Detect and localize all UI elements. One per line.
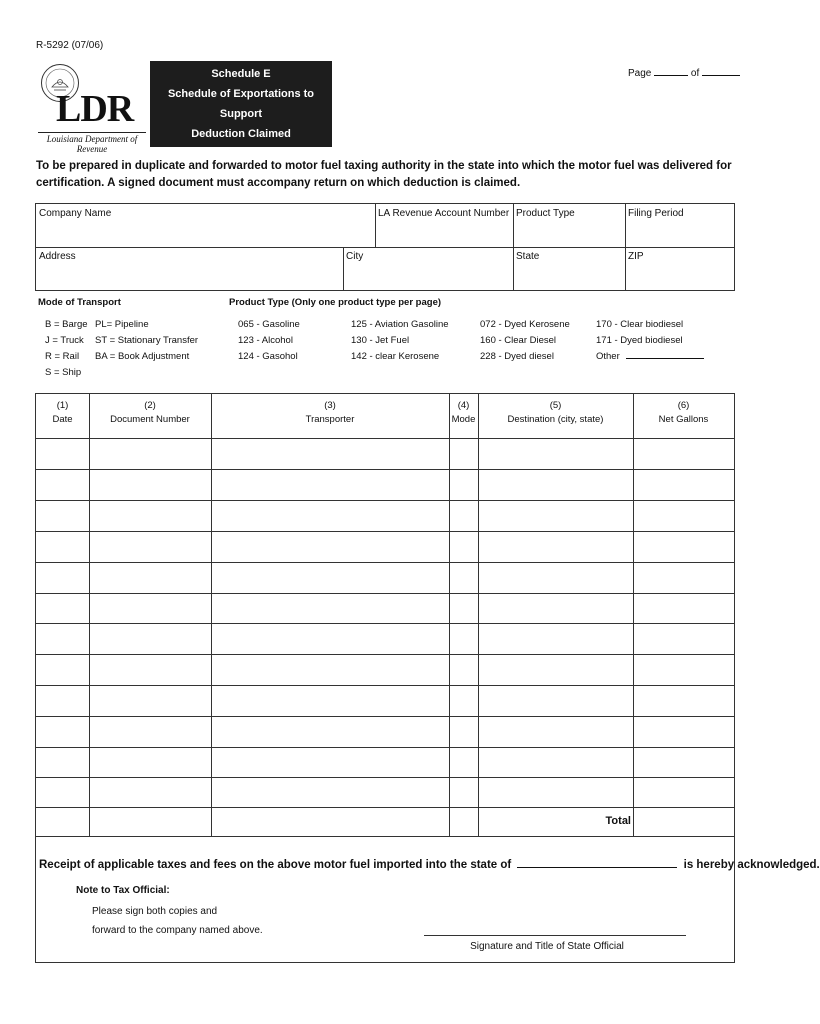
column-number: (3) xyxy=(324,400,336,411)
receipt-statement xyxy=(39,856,820,871)
city-label: City xyxy=(346,251,364,262)
product-type-heading: Product Type (Only one product type per page) xyxy=(229,297,442,308)
mode-legend-col-2 xyxy=(95,317,198,365)
mode-of-transport-heading: Mode of Transport xyxy=(38,297,121,308)
product-type-field[interactable] xyxy=(513,204,625,247)
signature-field[interactable] xyxy=(424,935,686,936)
account-number-label: LA Revenue Account Number xyxy=(378,208,510,219)
filing-period-label: Filing Period xyxy=(628,208,684,219)
other-product-field[interactable] xyxy=(626,349,704,359)
product-legend-item: 130 - Jet Fuel xyxy=(351,335,410,346)
form-number: R-5292 (07/06) xyxy=(36,40,104,51)
mode-legend-item: B = Barge xyxy=(45,319,88,330)
column-label: Date xyxy=(52,414,73,425)
state-field[interactable] xyxy=(513,247,625,290)
taxpayer-info-table xyxy=(35,203,735,291)
column-number: (2) xyxy=(144,400,156,411)
signature-caption: Signature and Title of State Official xyxy=(470,941,624,952)
exportation-table xyxy=(35,393,735,837)
receipt-text-after: is hereby acknowledged. xyxy=(683,859,820,871)
schedule-subtitle-2: Deduction Claimed xyxy=(191,128,291,140)
page-label: Page xyxy=(628,68,652,79)
note-line-1: Please sign both copies and xyxy=(92,906,218,917)
product-type-label: Product Type xyxy=(516,208,575,219)
column-number: (1) xyxy=(56,400,69,411)
column-header-date xyxy=(36,394,89,438)
address-field[interactable] xyxy=(36,247,343,290)
column-header-net-gallons xyxy=(633,394,734,438)
zip-label: ZIP xyxy=(628,251,644,262)
total-net-gallons-field[interactable] xyxy=(635,808,731,835)
other-label: Other xyxy=(596,351,620,362)
filing-period-field[interactable] xyxy=(625,204,734,247)
product-legend-item: 160 - Clear Diesel xyxy=(480,335,557,346)
mode-legend-item: R = Rail xyxy=(45,351,80,362)
zip-field[interactable] xyxy=(625,247,734,290)
product-legend-item: 228 - Dyed diesel xyxy=(480,351,554,362)
page-number xyxy=(628,66,740,79)
mode-legend-item: BA = Book Adjustment xyxy=(95,351,190,362)
column-number: (6) xyxy=(677,400,690,411)
product-legend-item: 124 - Gasohol xyxy=(238,351,298,362)
product-legend-item: 142 - clear Kerosene xyxy=(351,351,440,362)
product-legend-item: 170 - Clear biodiesel xyxy=(596,319,684,330)
column-label: Net Gallons xyxy=(658,414,709,425)
product-legend-item: 171 - Dyed biodiesel xyxy=(596,335,683,346)
schedule-subtitle-1: Schedule of Exportations to Support xyxy=(167,88,315,120)
account-number-field[interactable] xyxy=(375,204,513,247)
page-current-field[interactable] xyxy=(654,66,688,76)
mode-legend-item: PL= Pipeline xyxy=(95,319,149,330)
product-legend-col-4 xyxy=(596,317,704,365)
of-label: of xyxy=(690,68,700,79)
logo-caption: Louisiana Department of Revenue xyxy=(38,132,146,154)
column-header-transporter xyxy=(211,394,449,438)
mode-legend-item: J = Truck xyxy=(45,335,84,346)
note-heading: Note to Tax Official: xyxy=(76,885,170,896)
receipt-text-before: Receipt of applicable taxes and fees on the above motor fuel imported into the state of xyxy=(39,859,512,871)
column-label: Mode xyxy=(451,414,476,425)
column-header-document-number xyxy=(89,394,211,438)
total-label: Total xyxy=(605,815,631,827)
city-field[interactable] xyxy=(343,247,513,290)
state-label: State xyxy=(516,251,540,262)
column-number: (5) xyxy=(549,400,562,411)
product-legend-item: 072 - Dyed Kerosene xyxy=(480,319,570,330)
product-legend-col-2 xyxy=(351,317,449,365)
schedule-title: Schedule E xyxy=(211,68,271,80)
product-legend-col-3 xyxy=(480,317,570,365)
column-number: (4) xyxy=(457,400,470,411)
company-name-field[interactable] xyxy=(36,204,375,247)
schedule-title-box xyxy=(150,61,332,147)
company-name-label: Company Name xyxy=(39,208,112,219)
total-row xyxy=(35,806,735,837)
page-total-field[interactable] xyxy=(702,66,740,76)
product-legend-item: 125 - Aviation Gasoline xyxy=(351,319,449,330)
mode-legend-col-1 xyxy=(45,317,88,381)
logo-lettering: LDR xyxy=(56,88,134,130)
column-header-mode xyxy=(449,394,478,438)
note-line-2: forward to the company named above. xyxy=(92,925,263,936)
column-label: Document Number xyxy=(110,414,190,425)
product-legend-col-1 xyxy=(238,317,300,365)
product-legend-other xyxy=(596,349,704,365)
product-legend-item: 123 - Alcohol xyxy=(238,335,293,346)
mode-legend-item: S = Ship xyxy=(45,367,82,378)
address-label: Address xyxy=(39,251,76,262)
product-legend-item: 065 - Gasoline xyxy=(238,319,300,330)
ldr-logo xyxy=(36,61,150,154)
column-label: Destination (city, state) xyxy=(507,414,604,425)
instructions-text: To be prepared in duplicate and forwarded to motor fuel taxing authority in the state into which the motor fuel was delivered for certification. A signed document must accompany return on which deduction is claimed. xyxy=(36,160,732,189)
column-header-destination xyxy=(478,394,633,438)
mode-legend-item: ST = Stationary Transfer xyxy=(95,335,199,346)
import-state-field[interactable] xyxy=(517,856,677,868)
column-label: Transporter xyxy=(305,414,355,425)
